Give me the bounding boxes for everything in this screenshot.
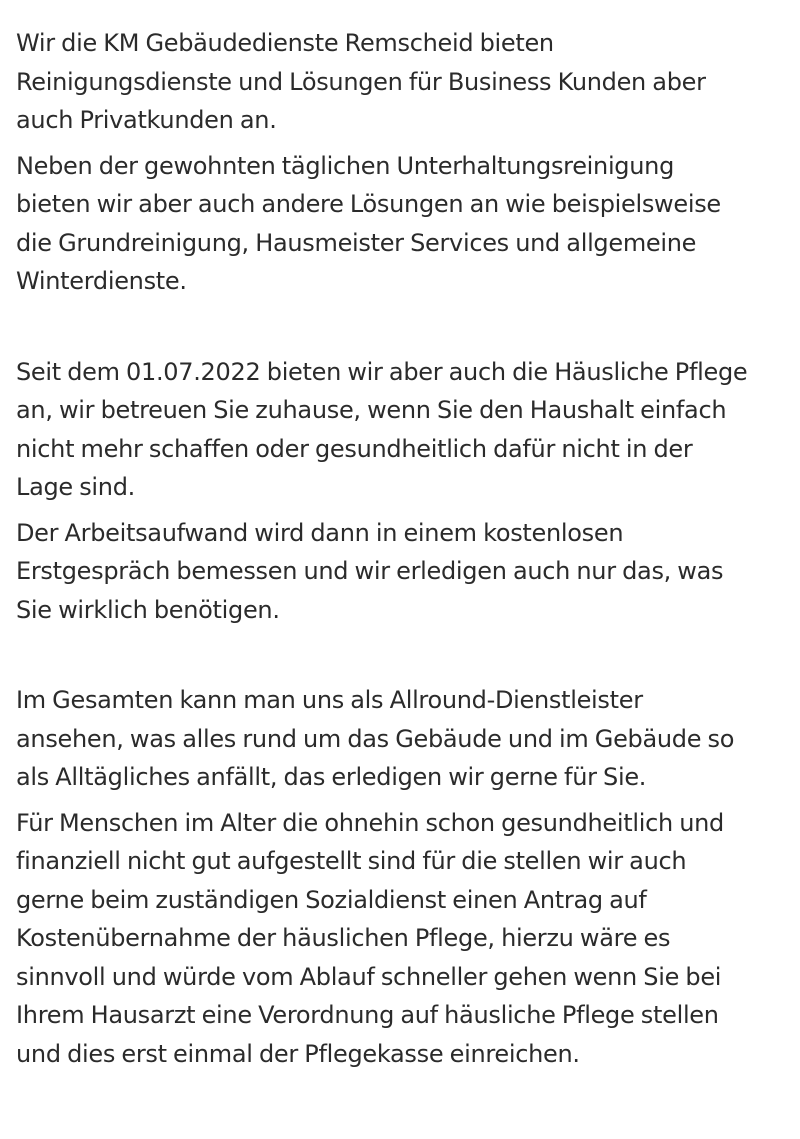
- article-body: [16, 24, 796, 1073]
- paragraph-intro: Wir die KM Gebäudedienste Remscheid bieten Reinigungsdienste und Lösungen für Business Kunden aber auch Privatkunden an.: [16, 29, 706, 134]
- paragraph-allround: Im Gesamten kann man uns als Allround-Dienstleister ansehen, was alles rund um das Gebäude und im Gebäude so als Alltägliches anfällt, das erledigen wir gerne für Sie.: [16, 686, 735, 791]
- paragraph-services: Neben der gewohnten täglichen Unterhaltungsreinigung bieten wir aber auch andere Lösungen an wie beispielsweise die Grundreinigung, Hausmeister Services und allgemeine Winterdienste.: [16, 151, 721, 295]
- paragraph-home-care: Seit dem 01.07.2022 bieten wir aber auch die Häusliche Pflege an, wir betreuen Sie zuhause, wenn Sie den Haushalt einfach nicht mehr schaffen oder gesundheitlich dafür nicht in der Lage sind.: [16, 357, 748, 501]
- paragraph-elderly-support: Für Menschen im Alter die ohnehin schon gesundheitlich und finanziell nicht gut aufgestellt sind für die stellen wir auch gerne beim zuständigen Sozialdienst einen Antrag auf Kostenübernahme der häuslichen Pflege, hierzu wäre es sinnvoll und würde vom Ablauf schneller gehen wenn Sie bei Ihrem Hausarzt eine Verordnung auf häusliche Pflege stellen und dies erst einmal der Pflegekasse einreichen.: [16, 808, 724, 1068]
- paragraph-consultation: Der Arbeitsaufwand wird dann in einem kostenlosen Erstgespräch bemessen und wir erledigen auch nur das, was Sie wirklich benötigen.: [16, 518, 724, 624]
